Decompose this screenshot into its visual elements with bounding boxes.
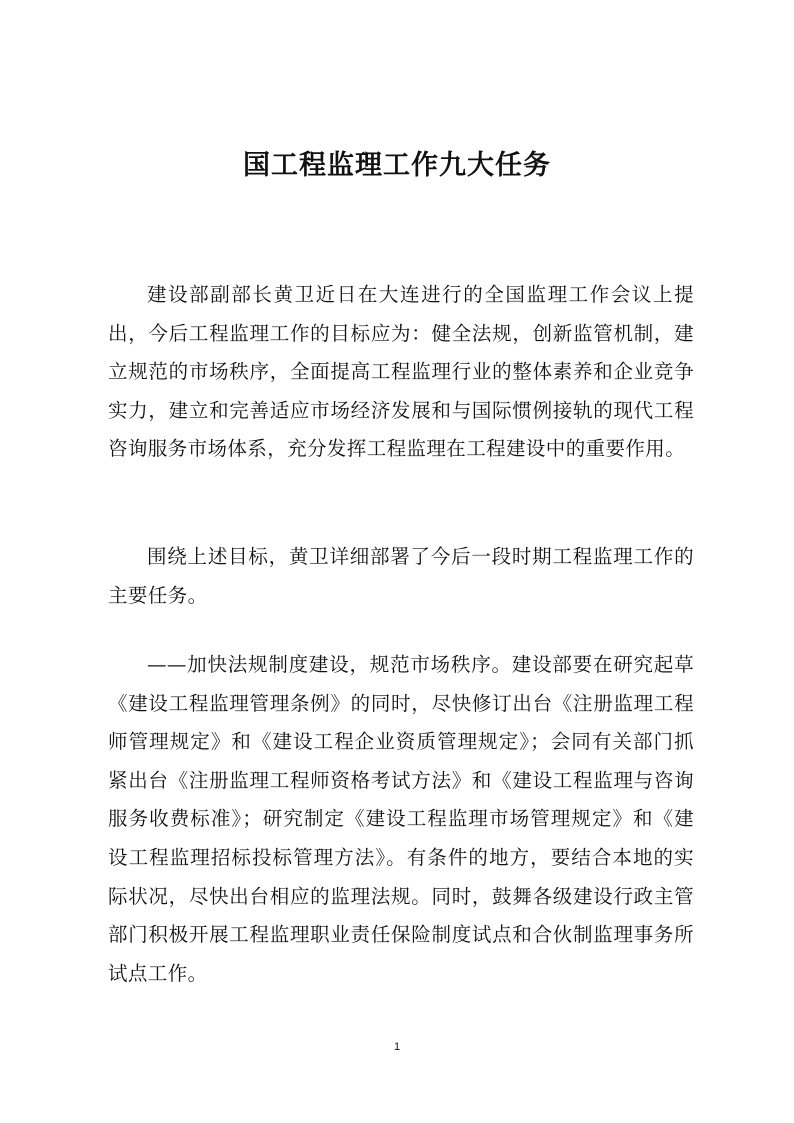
page-number: 1 xyxy=(393,1041,401,1053)
paragraph-task-regulations: ——加快法规制度建设，规范市场秩序。建设部要在研究起草《建设工程监理管理条例》的同时，尽快修订出台《注册监理工程师管理规定》和《建设工程企业资质管理规定》；会同有关部门抓紧出台《注册监理工程师资格考试方法》和《建设工程监理与咨询服务收费标准》；研究制定《建设工程监理市场管理规定》和《建设工程监理招标投标管理方法》。有条件的地方，要结合本地的实际状况，尽快出台相应的监理法规。同时，鼓舞各级建设行政主管部门积极开展工程监理职业责任保险制度试点和合伙制监理事务所试点工作。 xyxy=(108,653,694,985)
page-title: 国工程监理工作九大任务 xyxy=(243,150,551,181)
paragraph-tasks-intro: 围绕上述目标，黄卫详细部署了今后一段时期工程监理工作的主要任务。 xyxy=(108,545,694,607)
paragraph-goals: 建设部副部长黄卫近日在大连进行的全国监理工作会议上提出，今后工程监理工作的目标应为：健全法规，创新监管机制，建立规范的市场秩序，全面提高工程监理行业的整体素养和企业竞争实力，建立和完善适应市场经济发展和与国际惯例接轨的现代工程咨询服务市场体系，充分发挥工程监理在工程建设中的重要作用。 xyxy=(108,283,694,461)
